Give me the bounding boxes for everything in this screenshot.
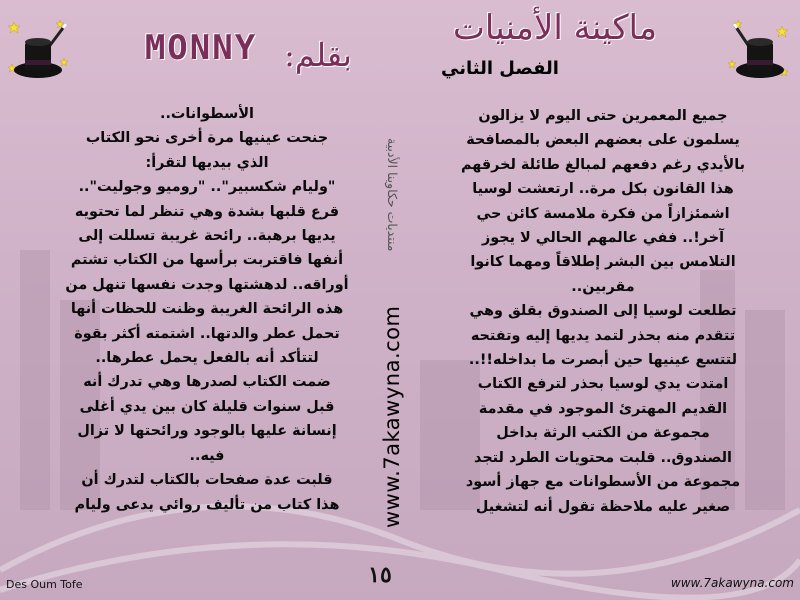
story-title: ماكينة الأمنيات <box>452 8 658 48</box>
footer-url[interactable]: www.7akawyna.com <box>670 576 794 590</box>
text-line: إنسانة عليها بالوجود ورائحتها لا تزال <box>77 423 337 440</box>
text-line: "وليام شكسبير".. "روميو وجوليت".. <box>78 179 336 196</box>
text-line: هذه الرائحة الغريبة وظنت للحظات أنها <box>70 301 344 318</box>
left-text-column <box>48 102 366 517</box>
page-number: ١٥ <box>368 562 392 588</box>
text-line: جميع المعمرين حتى اليوم لا يزالون <box>478 108 728 124</box>
author-name: MONNY <box>144 28 258 68</box>
text-line: القديم المهترئ الموجود في مقدمة <box>478 400 728 417</box>
text-line: هذا القانون بكل مرة.. ارتعشت لوسيا <box>472 181 734 198</box>
text-line: أوراقه.. لدهشتها وجدت نفسها تنهل من <box>65 276 349 293</box>
text-line: مقربين.. <box>571 278 635 295</box>
text-line: الصندوق.. قلبت محتويات الطرد لتجد <box>474 449 732 466</box>
text-line: يسلمون على بعضهم البعض بالمصافحة <box>466 132 740 149</box>
text-line: مجموعة من الأسطوانات مع جهاز أسود <box>465 474 741 491</box>
text-line: آخر!.. ففي عالمهم الحالي لا يجوز <box>481 230 725 247</box>
text-line: التلامس بين البشر إطلاقاً ومهما كانوا <box>470 254 736 271</box>
designer-credit: Des Oum Tofe <box>6 578 83 591</box>
text-line: قرع قلبها بشدة وهي تنظر لما تحتويه <box>74 203 340 220</box>
text-line: تتقدم منه بحذر لتمد يديها إليه وتفتحه <box>470 327 736 344</box>
text-line: يديها برهبة.. رائحة غريبة تسللت إلى <box>78 228 336 245</box>
text-line: فيه.. <box>189 447 225 464</box>
text-line: قبل سنوات قليلة كان بين يدي أغلى <box>79 398 335 415</box>
text-line: ضمت الكتاب لصدرها وهي تدرك أنه <box>83 374 331 391</box>
text-line: الذي بيديها لتقرأ: <box>145 154 269 171</box>
text-line: لتتسع عينيها حين أبصرت ما بداخله!!.. <box>468 352 738 369</box>
right-text-column <box>428 104 778 519</box>
text-line: قلبت عدة صفحات بالكتاب لتدرك أن <box>81 472 333 489</box>
forum-name-vertical: منتديات حكاوينا الأدبية <box>385 138 400 252</box>
text-line: اشمئزازاً من فكرة ملامسة كائن حي <box>476 205 730 222</box>
text-line: صغير عليه ملاحظة تقول أنه لتشغيل <box>475 498 731 515</box>
text-line: هذا كتاب من تأليف روائي يدعى وليام <box>74 496 340 513</box>
text-line: تطلعت لوسيا إلى الصندوق بقلق وهي <box>469 303 737 320</box>
text-line: تحمل عطر والدتها.. اشتمته أكثر بقوة <box>74 325 340 342</box>
magic-hat-icon <box>728 18 790 88</box>
text-line: مجموعة من الكتب الرثة بداخل <box>496 425 710 442</box>
text-line: أنفها فاقتربت برأسها من الكتاب تشتم <box>70 252 344 269</box>
magic-hat-icon <box>8 18 70 88</box>
site-url-vertical[interactable]: www.7akawyna.com <box>380 305 404 528</box>
text-line: امتدت يدي لوسيا بحذر لترفع الكتاب <box>477 376 729 393</box>
author-label: بقلم: <box>284 36 352 74</box>
text-line: الأسطوانات.. <box>160 106 254 122</box>
text-line: بالأيدي رغم دفعهم لمبالغ طائلة لخرقهم <box>460 156 746 173</box>
text-line: لتتأكد أنه بالفعل يحمل عطرها.. <box>95 350 319 367</box>
text-line: جنحت عينيها مرة أخرى نحو الكتاب <box>85 130 329 147</box>
chapter-title: الفصل الثاني <box>441 58 559 79</box>
